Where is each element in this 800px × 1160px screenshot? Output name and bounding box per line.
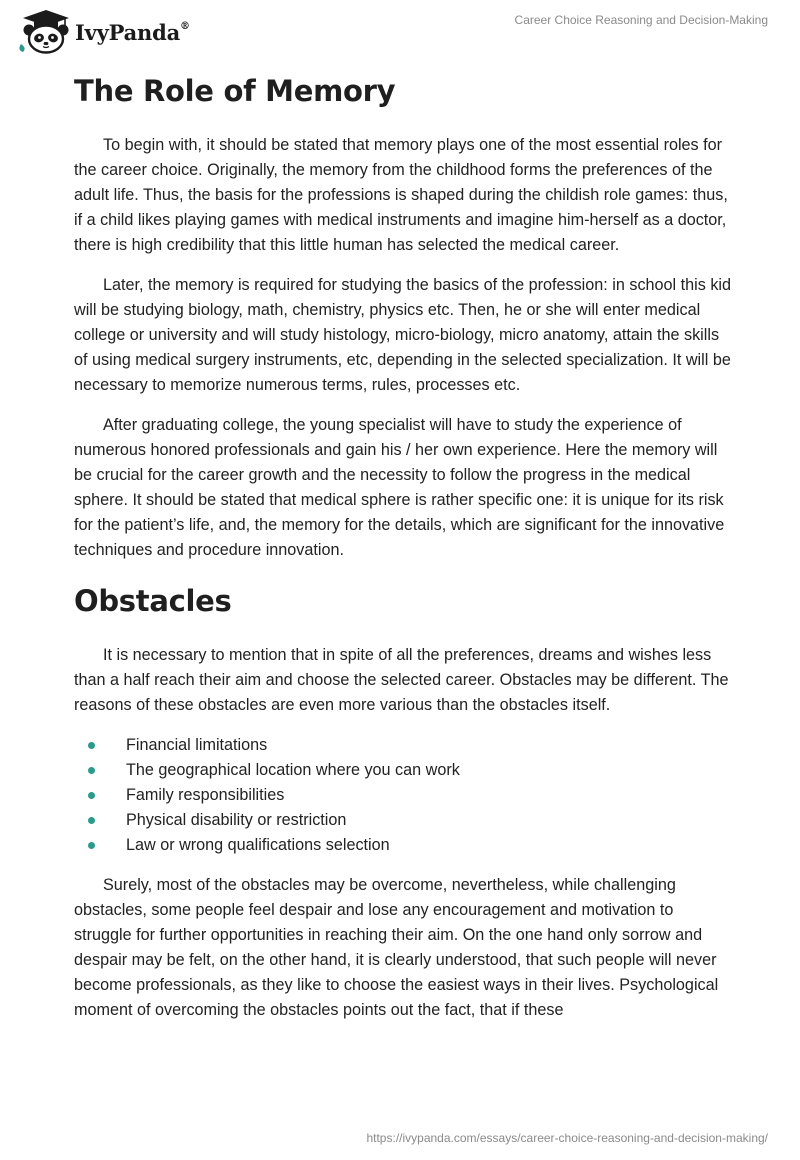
panda-graduate-icon — [15, 8, 73, 54]
list-item — [74, 833, 734, 858]
bullet-icon — [88, 817, 95, 824]
bullet-icon — [88, 742, 95, 749]
page-header — [0, 0, 800, 60]
bullet-icon — [88, 842, 95, 849]
list-item — [74, 733, 734, 758]
brand-name: IvyPanda® — [75, 19, 190, 45]
list-item-text: Law or wrong qualifications selection — [126, 836, 390, 854]
section-heading-memory: The Role of Memory — [74, 74, 396, 108]
list-item — [74, 783, 734, 808]
registered-mark: ® — [180, 20, 190, 32]
section-heading-obstacles: Obstacles — [74, 584, 232, 618]
paragraph: Surely, most of the obstacles may be overcome, nevertheless, while challenging obstacles, some people feel despair and lose any encouragement and motivation to struggle for further opportunities in reaching their aim. On the one hand only sorrow and despair may be felt, on the other hand, it is clearly understood, that such people will never become professionals, as they like to choose the easiest ways in their lives. Psychological moment of overcoming the obstacles points out the fact, that if these — [74, 876, 719, 1019]
paragraph: To begin with, it should be stated that memory plays one of the most essential roles for the career choice. Originally, the memory from the childhood forms the preferences of the adult life. Thus, the basis for the professions is shaped during the childish role games: thus, if a child likes playing games with medical instruments and imagine him-herself as a doctor, there is high credibility that this little human has selected the medical career. — [74, 136, 728, 254]
source-url[interactable]: https://ivypanda.com/essays/career-choice-reasoning-and-decision-making/ — [366, 1131, 768, 1145]
obstacles-list — [74, 733, 734, 858]
list-item-text: Physical disability or restriction — [126, 811, 347, 829]
paragraph: Later, the memory is required for studying the basics of the profession: in school this kid will be studying biology, math, chemistry, physics etc. Then, he or she will enter medical college or university and will study histology, micro-biology, micro anatomy, attain the skills of using medical surgery instruments, etc, depending in the selected specialization. It will be necessary to memorize numerous terms, rules, processes etc. — [74, 276, 732, 394]
bullet-icon — [88, 792, 95, 799]
paragraph: After graduating college, the young specialist will have to study the experience of numerous honored professionals and gain his / her own experience. Here the memory will be crucial for the career growth and the necessity to follow the progress in the medical sphere. It should be stated that medical sphere is rather specific one: it is unique for its risk for the patient’s life, and, the memory for the details, which are significant for the innovative techniques and procedure innovation. — [74, 416, 725, 559]
article-content — [74, 72, 734, 1038]
document-title: Career Choice Reasoning and Decision-Making — [514, 13, 768, 27]
list-item-text: Family responsibilities — [126, 786, 285, 804]
list-item — [74, 808, 734, 833]
paragraph: It is necessary to mention that in spite of all the preferences, dreams and wishes less than a half reach their aim and choose the selected career. Obstacles may be different. The reasons of these obstacles are even more various than the obstacles itself. — [74, 646, 729, 714]
list-item — [74, 758, 734, 783]
brand-logo[interactable] — [15, 8, 190, 54]
bullet-icon — [88, 767, 95, 774]
list-item-text: The geographical location where you can work — [126, 761, 460, 779]
list-item-text: Financial limitations — [126, 736, 268, 754]
